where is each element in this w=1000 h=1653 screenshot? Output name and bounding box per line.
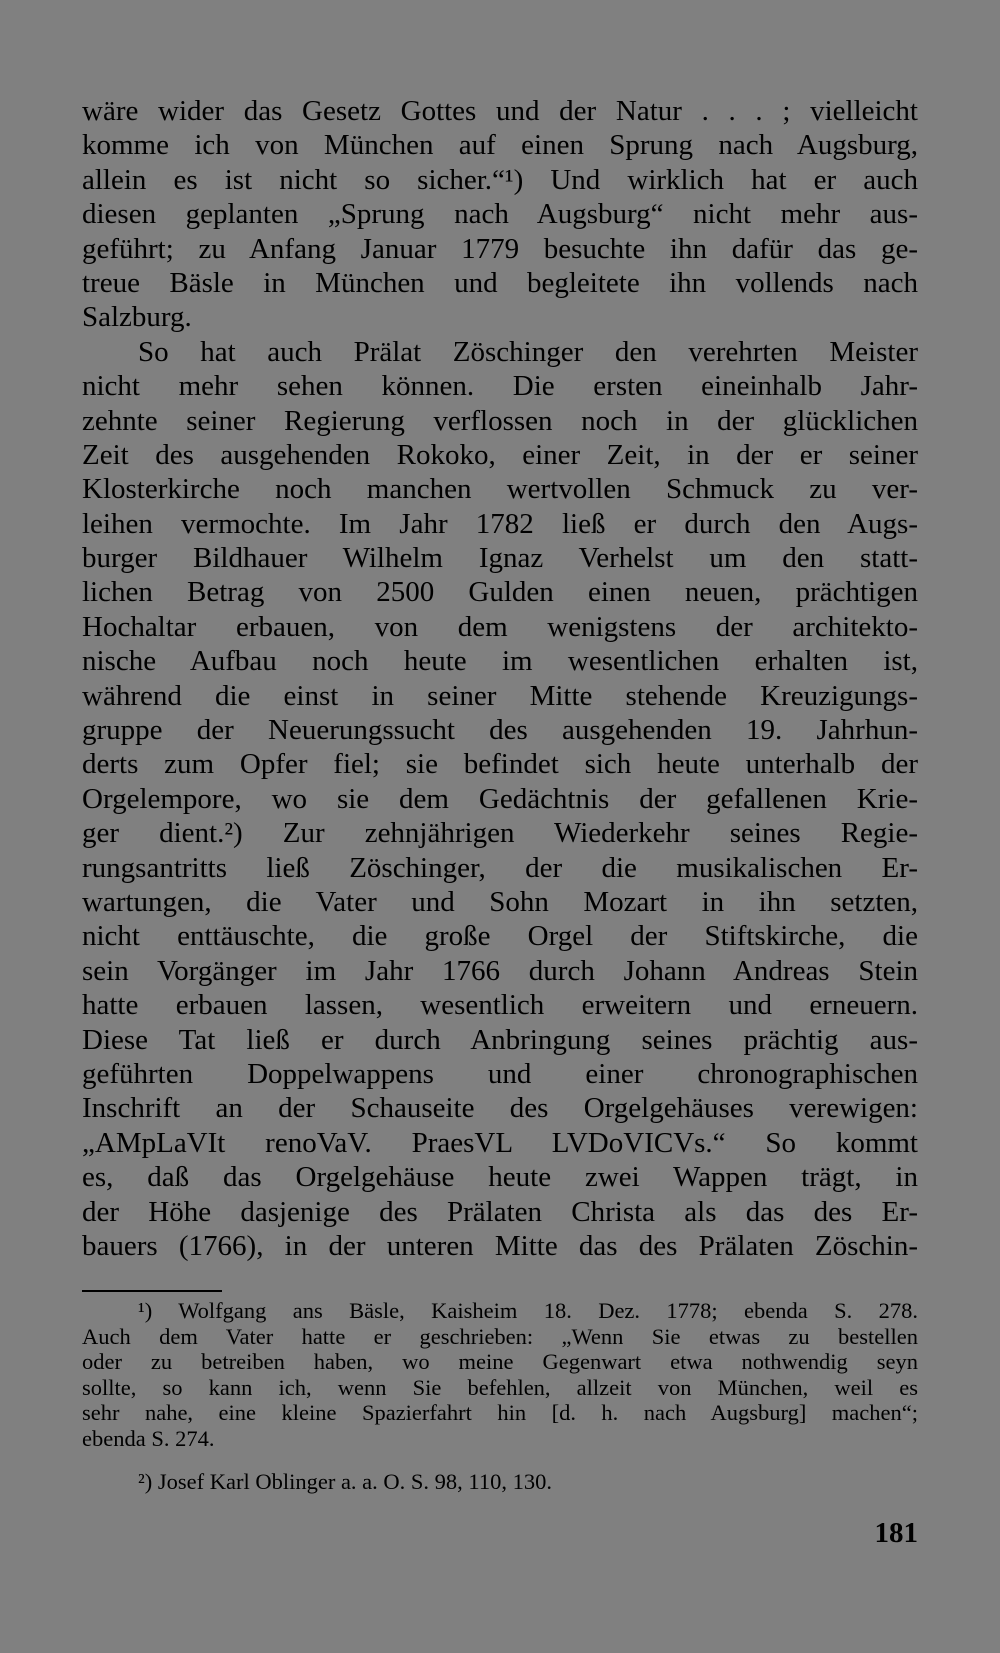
body-line: ger dient.²) Zur zehnjährigen Wiederkehr seines Regie-	[82, 817, 918, 850]
body-line: Orgelempore, wo sie dem Gedächtnis der gefallenen Krie-	[82, 782, 918, 815]
body-line: geführten Doppelwappens und einer chronographischen	[82, 1057, 918, 1090]
body-line: komme ich von München auf einen Sprung nach Augsburg,	[82, 129, 918, 162]
footnote-1	[82, 1298, 918, 1452]
body-line: „AMpLaVIt renoVaV. PraesVL LVDoVICVs.“ So kommt	[82, 1126, 918, 1159]
body-line: lichen Betrag von 2500 Gulden einen neuen, prächtigen	[82, 576, 918, 609]
footnote-line: ²) Josef Karl Oblinger a. a. O. S. 98, 110, 130.	[138, 1468, 552, 1494]
body-line: gruppe der Neuerungssucht des ausgehenden 19. Jahrhun-	[82, 714, 918, 747]
footnote-divider	[82, 1290, 222, 1292]
body-line: es, daß das Orgelgehäuse heute zwei Wappen trägt, in	[82, 1161, 918, 1194]
body-line: nicht mehr sehen können. Die ersten eineinhalb Jahr-	[82, 370, 918, 403]
footnote-line: ebenda S. 274.	[82, 1425, 215, 1451]
body-line: der Höhe dasjenige des Prälaten Christa als das des Er-	[82, 1195, 918, 1228]
body-line: Salzburg.	[82, 301, 192, 334]
body-line: zehnte seiner Regierung verflossen noch in der glücklichen	[82, 404, 918, 437]
body-line: Zeit des ausgehenden Rokoko, einer Zeit, in der er seiner	[82, 438, 918, 471]
body-line: Hochaltar erbauen, von dem wenigstens der architekto-	[82, 610, 918, 643]
body-line: allein es ist nicht so sicher.“¹) Und wirklich hat er auch	[82, 163, 918, 196]
page-number: 181	[874, 1517, 918, 1549]
footnote-line: sollte, so kann ich, wenn Sie befehlen, allzeit von München, weil es	[82, 1374, 918, 1400]
body-line: Inschrift an der Schauseite des Orgelgehäuses verewigen:	[82, 1092, 918, 1125]
footnote-2	[82, 1469, 918, 1495]
body-line: wartungen, die Vater und Sohn Mozart in ihn setzten,	[82, 885, 918, 918]
body-line: Klosterkirche noch manchen wertvollen Schmuck zu ver-	[82, 473, 918, 506]
body-line: nicht enttäuschte, die große Orgel der Stiftskirche, die	[82, 920, 918, 953]
body-line: nische Aufbau noch heute im wesentlichen erhalten ist,	[82, 645, 918, 678]
body-line: geführt; zu Anfang Januar 1779 besuchte ihn dafür das ge-	[82, 232, 918, 265]
body-line: treue Bäsle in München und begleitete ihn vollends nach	[82, 266, 918, 299]
body-text	[82, 94, 918, 1263]
footnote-line: Auch dem Vater hatte er geschrieben: „Wenn Sie etwas zu bestellen	[82, 1323, 918, 1349]
body-line: leihen vermochte. Im Jahr 1782 ließ er durch den Augs-	[82, 507, 918, 540]
body-line: burger Bildhauer Wilhelm Ignaz Verhelst um den statt-	[82, 542, 918, 575]
body-line: Diese Tat ließ er durch Anbringung seines prächtig aus-	[82, 1023, 918, 1056]
body-line: hatte erbauen lassen, wesentlich erweitern und erneuern.	[82, 989, 918, 1022]
footnote-line: sehr nahe, eine kleine Spazierfahrt hin [d. h. nach Augsburg] machen“;	[82, 1400, 918, 1426]
body-line: während die einst in seiner Mitte stehende Kreuzigungs-	[82, 679, 918, 712]
body-line: bauers (1766), in der unteren Mitte das des Prälaten Zöschin-	[82, 1229, 918, 1262]
body-line: wäre wider das Gesetz Gottes und der Natur . . . ; vielleicht	[82, 95, 918, 127]
footnotes	[82, 1298, 918, 1494]
body-line: So hat auch Prälat Zöschinger den verehrten Meister	[138, 335, 918, 368]
body-line: rungsantritts ließ Zöschinger, der die musikalischen Er-	[82, 851, 918, 884]
body-line: sein Vorgänger im Jahr 1766 durch Johann Andreas Stein	[82, 954, 918, 987]
footnote-line: oder zu betreiben haben, wo meine Gegenwart etwa nothwendig seyn	[82, 1349, 918, 1375]
body-line: diesen geplanten „Sprung nach Augsburg“ nicht mehr aus-	[82, 198, 918, 231]
body-line: derts zum Opfer fiel; sie befindet sich heute unterhalb der	[82, 748, 918, 781]
footnote-line: ¹) Wolfgang ans Bäsle, Kaisheim 18. Dez. 1778; ebenda S. 278.	[138, 1298, 918, 1323]
